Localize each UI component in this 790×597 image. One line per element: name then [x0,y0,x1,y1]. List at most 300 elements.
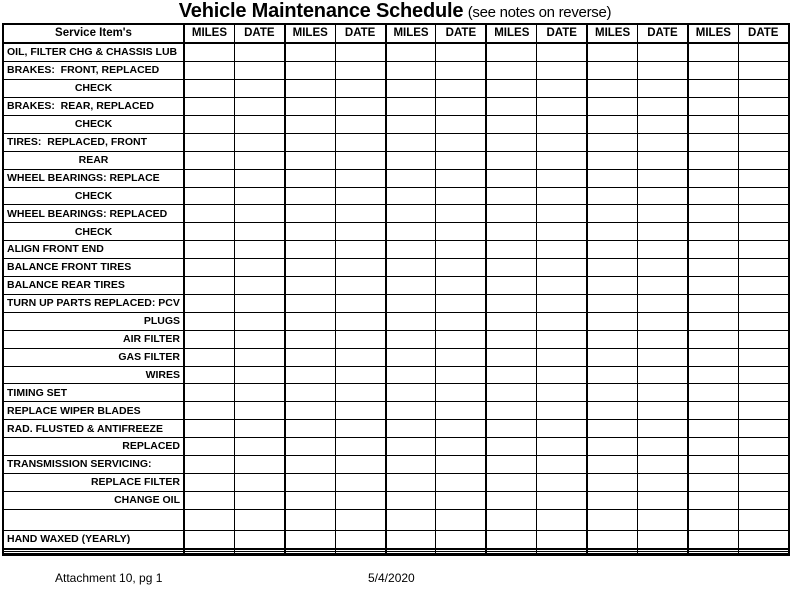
miles-cell [285,97,335,115]
miles-cell [688,366,738,384]
date-cell [234,151,284,169]
date-cell [738,115,788,133]
date-cell [436,223,486,241]
footer-date-label: 5/4/2020 [368,571,415,585]
date-cell [335,438,385,456]
miles-cell [688,151,738,169]
miles-cell [386,187,436,205]
date-cell [638,62,688,80]
miles-cell [285,241,335,259]
miles-cell [688,491,738,509]
table-row [3,115,789,133]
miles-cell [486,294,536,312]
date-cell [537,384,587,402]
miles-cell [587,384,637,402]
table-row [3,509,789,530]
date-cell [537,223,587,241]
miles-cell [688,187,738,205]
date-cell [738,80,788,98]
date-cell [436,312,486,330]
date-cell [537,62,587,80]
miles-cell [285,491,335,509]
date-cell [335,187,385,205]
miles-cell [285,223,335,241]
service-item-cell: CHECK [3,187,184,205]
date-cell [234,420,284,438]
service-item-cell: REPLACE FILTER [3,474,184,492]
date-cell [638,551,688,554]
date-cell [335,62,385,80]
miles-cell [386,348,436,366]
miles-cell [386,420,436,438]
service-item-cell: TIMING SET [3,384,184,402]
miles-header-cell: MILES [688,24,738,43]
service-item-cell: WHEEL BEARINGS: REPLACE [3,169,184,187]
date-cell [537,151,587,169]
date-header-cell: DATE [436,24,486,43]
date-cell [738,294,788,312]
miles-cell [688,294,738,312]
miles-cell [184,259,234,277]
date-cell [234,169,284,187]
service-item-cell: AIR FILTER [3,330,184,348]
miles-cell [587,277,637,295]
miles-cell [285,80,335,98]
date-cell [436,474,486,492]
miles-cell [587,402,637,420]
service-items-header-cell: Service Item's [3,24,184,43]
miles-cell [486,62,536,80]
table-row [3,402,789,420]
miles-cell [184,133,234,151]
table-row [3,420,789,438]
miles-cell [184,509,234,530]
date-cell [638,97,688,115]
date-cell [537,530,587,548]
footer-attachment-label: Attachment 10, pg 1 [55,571,163,585]
table-row [3,80,789,98]
miles-cell [184,151,234,169]
table-row [3,294,789,312]
table-row [3,384,789,402]
miles-cell [184,330,234,348]
miles-cell [285,187,335,205]
date-cell [234,402,284,420]
date-cell [335,169,385,187]
miles-cell [285,420,335,438]
date-cell [638,456,688,474]
miles-cell [184,474,234,492]
table-row [3,62,789,80]
miles-cell [386,402,436,420]
date-cell [638,509,688,530]
miles-cell [688,420,738,438]
date-cell [537,330,587,348]
miles-cell [587,205,637,223]
miles-cell [486,97,536,115]
date-cell [436,456,486,474]
miles-cell [486,551,536,554]
date-cell [436,330,486,348]
date-cell [335,97,385,115]
date-cell [335,43,385,62]
date-cell [738,43,788,62]
miles-cell [386,474,436,492]
date-cell [234,294,284,312]
miles-cell [184,456,234,474]
miles-cell [285,456,335,474]
date-cell [335,294,385,312]
miles-cell [285,402,335,420]
date-cell [537,205,587,223]
date-cell [234,277,284,295]
miles-cell [486,348,536,366]
table-row [3,551,789,554]
miles-cell [486,169,536,187]
miles-cell [386,169,436,187]
miles-cell [587,530,637,548]
miles-cell [386,312,436,330]
date-cell [335,133,385,151]
date-cell [638,384,688,402]
miles-cell [184,384,234,402]
table-row [3,438,789,456]
service-item-cell: WHEEL BEARINGS: REPLACED [3,205,184,223]
miles-cell [184,80,234,98]
service-item-cell: REPLACE WIPER BLADES [3,402,184,420]
date-cell [638,80,688,98]
date-cell [234,530,284,548]
date-cell [436,169,486,187]
date-cell [436,277,486,295]
date-cell [234,62,284,80]
miles-cell [587,80,637,98]
date-cell [234,348,284,366]
miles-cell [688,348,738,366]
date-cell [234,115,284,133]
date-cell [638,223,688,241]
miles-cell [486,241,536,259]
date-cell [638,438,688,456]
miles-cell [688,312,738,330]
date-cell [234,223,284,241]
miles-cell [486,223,536,241]
date-cell [436,205,486,223]
date-cell [738,474,788,492]
date-cell [436,80,486,98]
miles-cell [184,205,234,223]
miles-cell [688,330,738,348]
date-cell [537,277,587,295]
date-cell [638,330,688,348]
date-cell [638,530,688,548]
miles-cell [486,402,536,420]
miles-cell [688,456,738,474]
miles-cell [587,187,637,205]
date-header-cell: DATE [335,24,385,43]
date-cell [638,205,688,223]
page-title-main: Vehicle Maintenance Schedule [178,0,464,22]
miles-cell [688,241,738,259]
date-cell [335,348,385,366]
date-cell [638,294,688,312]
date-cell [436,259,486,277]
date-cell [335,366,385,384]
date-cell [638,115,688,133]
miles-cell [688,97,738,115]
miles-cell [688,223,738,241]
date-cell [234,312,284,330]
miles-cell [386,366,436,384]
miles-cell [587,43,637,62]
miles-cell [184,366,234,384]
miles-cell [386,259,436,277]
table-row [3,169,789,187]
miles-cell [486,312,536,330]
miles-cell [184,312,234,330]
miles-header-cell: MILES [285,24,335,43]
miles-cell [285,169,335,187]
date-cell [436,97,486,115]
miles-header-cell: MILES [184,24,234,43]
date-cell [335,530,385,548]
table-row [3,205,789,223]
miles-cell [184,402,234,420]
date-cell [436,151,486,169]
miles-cell [184,43,234,62]
miles-cell [285,551,335,554]
miles-cell [587,115,637,133]
date-cell [638,491,688,509]
service-item-cell: REAR [3,151,184,169]
date-cell [738,420,788,438]
date-cell [537,80,587,98]
table-row [3,241,789,259]
miles-cell [386,384,436,402]
date-cell [537,43,587,62]
date-cell [638,187,688,205]
date-cell [638,348,688,366]
date-cell [335,241,385,259]
date-cell [436,133,486,151]
date-cell [738,151,788,169]
miles-cell [184,169,234,187]
miles-cell [386,151,436,169]
miles-cell [587,551,637,554]
date-cell [436,384,486,402]
table-row [3,187,789,205]
miles-cell [688,474,738,492]
miles-cell [587,456,637,474]
date-cell [738,223,788,241]
date-cell [738,62,788,80]
miles-cell [184,294,234,312]
miles-cell [688,277,738,295]
service-item-cell: ALIGN FRONT END [3,241,184,259]
date-cell [537,241,587,259]
miles-cell [688,80,738,98]
date-cell [638,241,688,259]
miles-cell [285,277,335,295]
miles-cell [184,62,234,80]
date-cell [738,312,788,330]
table-row [3,277,789,295]
miles-cell [688,259,738,277]
miles-header-cell: MILES [386,24,436,43]
date-cell [436,187,486,205]
date-cell [638,402,688,420]
date-cell [537,187,587,205]
miles-cell [285,384,335,402]
miles-cell [486,491,536,509]
miles-cell [285,509,335,530]
miles-header-cell: MILES [587,24,637,43]
date-cell [234,241,284,259]
date-cell [638,133,688,151]
date-cell [335,420,385,438]
date-cell [234,43,284,62]
miles-cell [386,294,436,312]
miles-cell [486,420,536,438]
date-cell [738,456,788,474]
date-cell [638,312,688,330]
service-item-cell: GAS FILTER [3,348,184,366]
date-cell [738,551,788,554]
miles-cell [285,438,335,456]
date-cell [234,384,284,402]
date-cell [234,491,284,509]
miles-cell [688,438,738,456]
miles-cell [486,277,536,295]
miles-cell [486,259,536,277]
date-cell [436,62,486,80]
service-item-cell [3,551,184,554]
date-cell [335,330,385,348]
date-cell [436,241,486,259]
miles-cell [285,530,335,548]
date-cell [537,312,587,330]
miles-cell [587,241,637,259]
date-cell [234,80,284,98]
miles-cell [486,43,536,62]
miles-cell [184,187,234,205]
miles-cell [184,491,234,509]
date-cell [234,205,284,223]
date-cell [738,205,788,223]
table-row [3,97,789,115]
date-cell [537,402,587,420]
table-row [3,348,789,366]
date-cell [234,133,284,151]
date-header-cell: DATE [738,24,788,43]
miles-cell [688,384,738,402]
date-cell [638,43,688,62]
date-cell [436,402,486,420]
date-cell [335,223,385,241]
date-header-cell: DATE [537,24,587,43]
date-cell [436,420,486,438]
date-cell [537,115,587,133]
miles-cell [486,438,536,456]
page-title-note: (see notes on reverse) [467,4,612,21]
date-cell [335,80,385,98]
miles-cell [688,133,738,151]
date-cell [436,551,486,554]
service-item-cell: TRANSMISSION SERVICING: [3,456,184,474]
miles-cell [688,205,738,223]
miles-cell [386,62,436,80]
date-cell [335,115,385,133]
miles-cell [184,420,234,438]
date-cell [436,43,486,62]
table-row [3,259,789,277]
miles-cell [486,366,536,384]
date-cell [436,115,486,133]
date-cell [234,366,284,384]
service-item-cell: BRAKES: FRONT, REPLACED [3,62,184,80]
date-cell [638,259,688,277]
miles-cell [285,348,335,366]
miles-cell [386,438,436,456]
miles-cell [587,491,637,509]
date-header-cell: DATE [638,24,688,43]
date-cell [335,312,385,330]
table-row [3,491,789,509]
miles-cell [486,187,536,205]
date-cell [335,474,385,492]
miles-cell [285,474,335,492]
date-cell [335,205,385,223]
date-cell [537,509,587,530]
date-cell [638,474,688,492]
date-cell [335,259,385,277]
date-cell [436,366,486,384]
miles-cell [688,62,738,80]
date-cell [738,402,788,420]
miles-cell [285,151,335,169]
date-cell [335,151,385,169]
service-item-cell: PLUGS [3,312,184,330]
table-row [3,530,789,548]
date-cell [436,509,486,530]
miles-cell [184,223,234,241]
service-item-cell: CHECK [3,115,184,133]
date-cell [436,294,486,312]
miles-cell [587,438,637,456]
date-cell [738,366,788,384]
table-row [3,366,789,384]
date-cell [537,551,587,554]
miles-cell [386,491,436,509]
date-cell [537,133,587,151]
date-cell [738,530,788,548]
table-row [3,151,789,169]
miles-cell [386,530,436,548]
miles-cell [486,80,536,98]
table-row [3,223,789,241]
date-cell [234,551,284,554]
miles-cell [587,97,637,115]
miles-cell [486,474,536,492]
miles-cell [386,509,436,530]
date-cell [234,330,284,348]
miles-cell [688,530,738,548]
miles-cell [688,551,738,554]
miles-cell [587,330,637,348]
miles-cell [587,348,637,366]
date-cell [738,277,788,295]
maintenance-schedule-table [2,23,790,556]
